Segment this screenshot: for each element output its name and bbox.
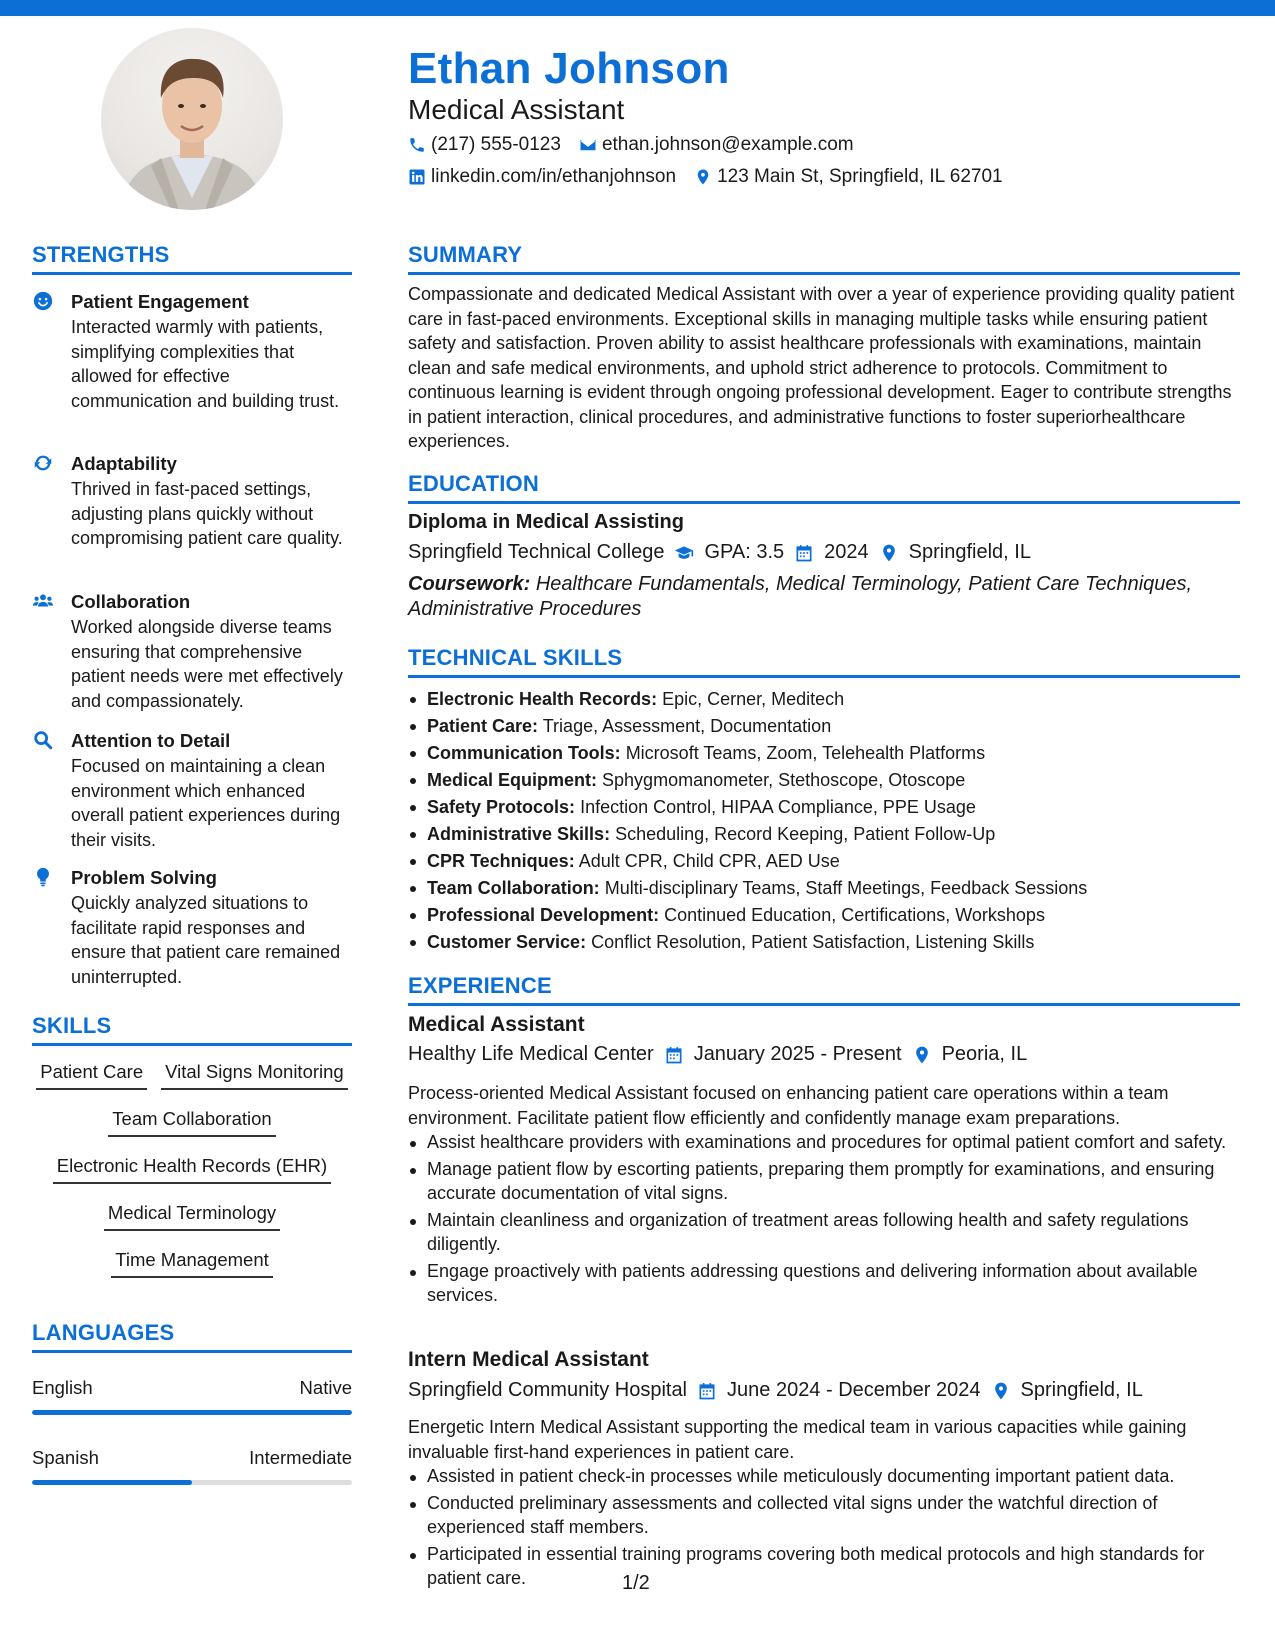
education-gpa: GPA: 3.5: [704, 541, 785, 563]
coursework-label: Coursework:: [408, 573, 531, 595]
language-level: Intermediate: [249, 1447, 352, 1468]
job-dates: January 2025 - Present: [693, 1043, 902, 1065]
list-item: [408, 740, 1240, 767]
coursework: [408, 572, 1240, 621]
list-item: Manage patient flow by escorting patients, preparing them promptly for examinations, and ensuring accurate documentation of vital signs.: [408, 1157, 1240, 1206]
education-school: Springfield Technical College: [408, 541, 665, 563]
lightbulb-icon: [32, 866, 54, 888]
tech-skill-value: Multi-disciplinary Teams, Staff Meetings, Feedback Sessions: [604, 878, 1088, 898]
list-item: [408, 875, 1240, 902]
skills-rule: [32, 1043, 352, 1046]
contact-row-1: [408, 134, 854, 156]
skill-tag: Electronic Health Records (EHR): [53, 1152, 331, 1184]
education-degree: Diploma in Medical Assisting: [408, 511, 684, 533]
phone-text: (217) 555-0123: [431, 134, 561, 155]
education-rule: [408, 501, 1240, 504]
calendar-icon: [664, 1045, 684, 1065]
tech-skill-value: Triage, Assessment, Documentation: [542, 716, 832, 736]
users-icon: [32, 590, 54, 612]
strength-title: Adaptability: [71, 453, 177, 474]
strength-item: [32, 865, 352, 989]
calendar-icon: [794, 543, 814, 563]
location-pin-icon: [879, 543, 899, 563]
languages-heading: LANGUAGES: [32, 1320, 175, 1345]
list-item: [408, 686, 1240, 713]
language-item: [32, 1376, 352, 1415]
education-meta: [408, 541, 1031, 564]
phone-icon: [408, 136, 426, 154]
language-bar-fill: [32, 1480, 192, 1485]
refresh-icon: [32, 452, 54, 474]
language-level: Native: [299, 1377, 352, 1398]
email-text: ethan.johnson@example.com: [601, 134, 854, 155]
list-item: Conducted preliminary assessments and collected vital signs under the watchful direction of experienced staff members.: [408, 1491, 1240, 1540]
skill-tag: Vital Signs Monitoring: [161, 1058, 348, 1090]
tech-skill-value: Continued Education, Certifications, Workshops: [664, 905, 1045, 925]
language-name: English: [32, 1377, 93, 1398]
location-pin-icon: [694, 168, 712, 186]
contact-row-2: [408, 166, 1003, 188]
strength-desc: Thrived in fast-paced settings, adjusting plans quickly without compromising patient care quality.: [71, 479, 343, 548]
contact-linkedin[interactable]: [408, 166, 676, 188]
candidate-title: Medical Assistant: [408, 94, 625, 125]
summary-heading: SUMMARY: [408, 242, 523, 267]
skill-tag: Medical Terminology: [104, 1199, 280, 1231]
tech-skill-value: Conflict Resolution, Patient Satisfaction, Listening Skills: [591, 932, 1035, 952]
page-number: 1/2: [622, 1572, 650, 1594]
job-title: Medical Assistant: [408, 1013, 585, 1036]
tech-skill-value: Infection Control, HIPAA Compliance, PPE Usage: [580, 797, 976, 817]
strength-desc: Worked alongside diverse teams ensuring that comprehensive patient needs were met effectively and compassionately.: [71, 617, 343, 711]
language-bar-fill: [32, 1410, 352, 1415]
graduation-cap-icon: [674, 543, 694, 563]
language-name: Spanish: [32, 1447, 99, 1468]
strength-item: [32, 589, 352, 713]
profile-photo: [101, 28, 283, 210]
summary-text: Compassionate and dedicated Medical Assistant with over a year of experience providing quality patient care in fast-paced environments. Exceptional skills in managing multiple tasks while ensuring patient safety and satisfaction. Proven ability to assist healthcare professionals with examinations, maintain clean and safe medical environments, and uphold strict adherence to protocols. Commitment to continuous learning is evident through ongoing professional development. Eager to contribute strengths in patient interaction, clinical procedures, and administrative functions to foster superiorhealthcare experiences.: [408, 284, 1235, 451]
list-item: Assisted in patient check-in processes while meticulously documenting important patient data.: [408, 1464, 1240, 1489]
tech-skill-label: Communication Tools:: [427, 743, 621, 763]
strength-title: Patient Engagement: [71, 291, 249, 312]
list-item: [408, 821, 1240, 848]
tech-skill-label: Medical Equipment:: [427, 770, 598, 790]
job-location: Springfield, IL: [1020, 1379, 1143, 1401]
technical-skills-heading: TECHNICAL SKILLS: [408, 645, 623, 670]
language-item: [32, 1446, 352, 1485]
job-description: Process-oriented Medical Assistant focused on enhancing patient care operations within a team environment. Facilitate patient flow efficiently and confidently manage exam preparations.: [408, 1083, 1169, 1128]
job-title: Intern Medical Assistant: [408, 1348, 649, 1371]
language-bar: [32, 1410, 352, 1415]
contact-address: [694, 166, 1003, 188]
education-year: 2024: [824, 541, 869, 563]
job-meta: [408, 1379, 1143, 1402]
list-item: Participated in essential training programs covering both medical protocols and high standards for patient care.: [408, 1542, 1240, 1591]
strength-title: Attention to Detail: [71, 730, 231, 751]
list-item: Engage proactively with patients addressing questions and delivering information about available services.: [408, 1259, 1240, 1308]
location-pin-icon: [991, 1381, 1011, 1401]
strength-desc: Interacted warmly with patients, simplifying complexities that allowed for effective communication and building trust.: [71, 317, 340, 411]
tech-skill-label: Electronic Health Records:: [427, 689, 658, 709]
tech-skill-label: Team Collaboration:: [427, 878, 600, 898]
job-description: Energetic Intern Medical Assistant supporting the medical team in various capacities while gaining invaluable first-hand experiences in patient care.: [408, 1417, 1187, 1462]
tech-skill-label: Professional Development:: [427, 905, 660, 925]
job-dates: June 2024 - December 2024: [727, 1379, 981, 1401]
linkedin-icon: [408, 168, 426, 186]
strength-title: Collaboration: [71, 591, 191, 612]
tech-skill-label: Administrative Skills:: [427, 824, 611, 844]
strength-item: [32, 289, 352, 413]
contact-phone[interactable]: [408, 134, 561, 156]
strengths-heading: STRENGTHS: [32, 242, 170, 267]
list-item: Assist healthcare providers with examinations and procedures for optimal patient comfort and safety.: [408, 1130, 1240, 1155]
language-bar: [32, 1480, 352, 1485]
envelope-icon: [579, 136, 597, 154]
tech-skill-label: Customer Service:: [427, 932, 587, 952]
location-pin-icon: [912, 1045, 932, 1065]
technical-skills-rule: [408, 675, 1240, 678]
coursework-text: Healthcare Fundamentals, Medical Terminology, Patient Care Techniques, Administrative Procedures: [408, 573, 1193, 620]
skills-heading: SKILLS: [32, 1013, 112, 1038]
list-item: [408, 794, 1240, 821]
calendar-icon: [697, 1381, 717, 1401]
experience-rule: [408, 1003, 1240, 1006]
list-item: [408, 929, 1240, 956]
smile-icon: [32, 290, 54, 312]
strength-title: Problem Solving: [71, 867, 217, 888]
job-meta: [408, 1043, 1027, 1066]
tech-skill-value: Epic, Cerner, Meditech: [662, 689, 845, 709]
search-icon: [32, 729, 54, 751]
tech-skill-value: Scheduling, Record Keeping, Patient Follow-Up: [615, 824, 996, 844]
job-location: Peoria, IL: [941, 1043, 1028, 1065]
top-accent-bar: [0, 0, 1275, 16]
education-location: Springfield, IL: [908, 541, 1031, 563]
list-item: [408, 713, 1240, 740]
skill-tag: Patient Care: [36, 1058, 147, 1090]
skill-tag: Team Collaboration: [108, 1105, 275, 1137]
skills-list: [32, 1058, 352, 1278]
experience-heading: EXPERIENCE: [408, 973, 552, 998]
technical-skills-list: [408, 686, 1240, 956]
linkedin-text: linkedin.com/in/ethanjohnson: [431, 166, 677, 187]
skill-tag: Time Management: [111, 1246, 273, 1278]
list-item: Maintain cleanliness and organization of treatment areas following health and safety regulations diligently.: [408, 1208, 1240, 1257]
job-employer: Healthy Life Medical Center: [408, 1043, 654, 1065]
strength-desc: Focused on maintaining a clean environment which enhanced overall patient experiences during their visits.: [71, 756, 341, 850]
strength-item: [32, 728, 352, 852]
strength-desc: Quickly analyzed situations to facilitate rapid responses and ensure that patient care remained uninterrupted.: [71, 893, 341, 987]
tech-skill-value: Microsoft Teams, Zoom, Telehealth Platforms: [625, 743, 986, 763]
list-item: [408, 767, 1240, 794]
tech-skill-label: Patient Care:: [427, 716, 539, 736]
job-bullets: [408, 1464, 1240, 1593]
tech-skill-value: Sphygmomanometer, Stethoscope, Otoscope: [602, 770, 966, 790]
strength-item: [32, 451, 352, 551]
strengths-rule: [32, 272, 352, 275]
list-item: [408, 902, 1240, 929]
contact-email[interactable]: [579, 134, 854, 156]
job-employer: Springfield Community Hospital: [408, 1379, 688, 1401]
tech-skill-value: Adult CPR, Child CPR, AED Use: [578, 851, 840, 871]
candidate-name: Ethan Johnson: [408, 44, 730, 93]
list-item: [408, 848, 1240, 875]
tech-skill-label: Safety Protocols:: [427, 797, 576, 817]
summary-rule: [408, 272, 1240, 275]
job-bullets: [408, 1130, 1240, 1310]
languages-rule: [32, 1350, 352, 1353]
education-heading: EDUCATION: [408, 471, 539, 496]
address-text: 123 Main St, Springfield, IL 62701: [717, 166, 1003, 187]
tech-skill-label: CPR Techniques:: [427, 851, 575, 871]
